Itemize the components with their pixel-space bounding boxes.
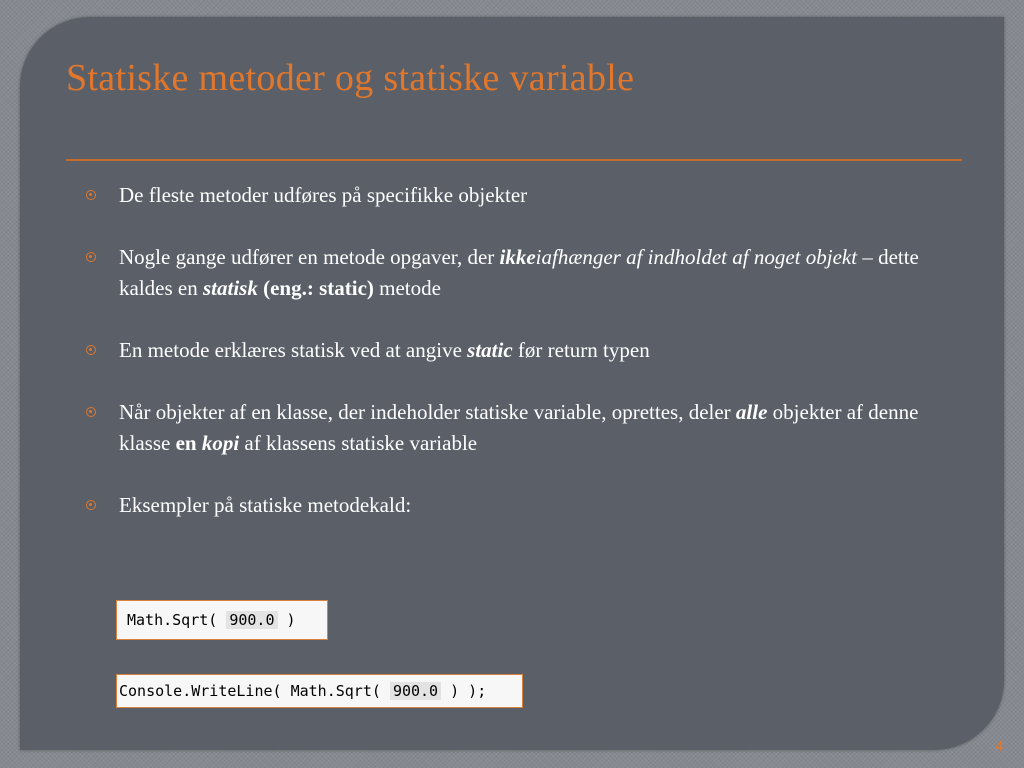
circle-bullet-icon — [86, 345, 96, 355]
emphasis-eng-static: (eng.: static) — [263, 276, 374, 300]
code-text: ) ); — [441, 682, 487, 700]
code-text: Console.WriteLine( Math.Sqrt( — [119, 682, 390, 700]
emphasis-statisk: statisk — [202, 276, 258, 300]
code-number-literal: 900.0 — [226, 611, 277, 629]
page-number: 4 — [995, 738, 1004, 755]
bullet-text: metode — [373, 276, 441, 300]
bullet-item — [86, 490, 936, 521]
code-text: Math.Sqrt( — [127, 611, 227, 629]
bullet-list — [86, 180, 936, 552]
bullet-text: De fleste metoder udføres på specifikke objekter — [119, 183, 528, 207]
bullet-text: af klassens statiske variable — [239, 431, 478, 455]
bullet-text: – dette kaldes en — [119, 245, 919, 300]
bullet-text: Eksempler på statiske metodekald: — [119, 493, 412, 517]
bullet-text: før return typen — [512, 338, 650, 362]
title-divider — [66, 159, 962, 161]
circle-bullet-icon — [86, 190, 96, 200]
bullet-text: En metode erklæres statisk ved at angive — [119, 338, 468, 362]
emphasis-ikke: ikke — [499, 245, 536, 269]
circle-bullet-icon — [86, 252, 96, 262]
emphasis-en: en — [175, 431, 197, 455]
circle-bullet-icon — [86, 500, 96, 510]
bullet-item — [86, 242, 936, 304]
emphasis-static: static — [467, 338, 513, 362]
slide-title: Statiske metoder og statiske variable — [66, 57, 635, 99]
bullet-text: objekter af denne klasse — [119, 400, 919, 455]
emphasis-kopi: kopi — [201, 431, 240, 455]
bullet-text: Når objekter af en klasse, der indeholder statiske variable, oprettes, deler — [119, 400, 736, 424]
bullet-item — [86, 335, 936, 366]
code-text: ) — [277, 611, 296, 629]
bullet-text: Nogle gange udfører en metode opgaver, der — [119, 245, 500, 269]
emphasis-alle: alle — [735, 400, 768, 424]
code-number-literal: 900.0 — [390, 682, 441, 700]
emphasis-afhaenger: iafhænger af indholdet af noget objekt — [535, 245, 858, 269]
bullet-item — [86, 397, 936, 459]
code-example-sqrt — [116, 600, 328, 640]
circle-bullet-icon — [86, 407, 96, 417]
code-example-writeline — [116, 674, 523, 708]
bullet-item — [86, 180, 936, 211]
